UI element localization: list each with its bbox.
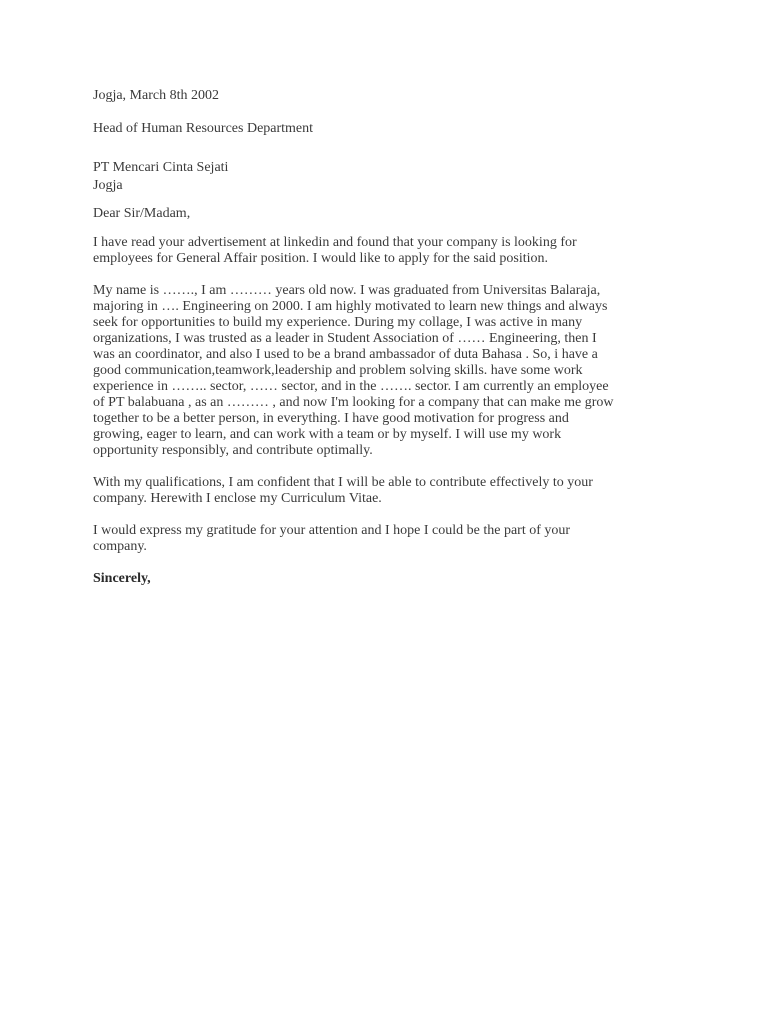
closing-signoff: Sincerely, [93,571,151,586]
paragraph-line: opportunity responsibly, and contribute optimally. [93,443,373,458]
paragraph-line: experience in …….. sector, …… sector, and in the ……. sector. I am currently an employee [93,379,609,394]
paragraph-profile [93,283,693,459]
paragraph-line: organizations, I was trusted as a leader in Student Association of …… Engineering, then I [93,331,597,346]
paragraph-line: seek for opportunities to build my experience. During my collage, I was active in many [93,315,583,330]
company-city: Jogja [93,178,123,193]
paragraph-line: company. Herewith I enclose my Curriculum Vitae. [93,491,382,506]
paragraph-line: of PT balabuana , as an ……… , and now I'm looking for a company that can make me grow [93,395,614,410]
paragraph-line: I would express my gratitude for your attention and I hope I could be the part of your [93,523,571,538]
paragraph-gratitude [93,523,693,555]
paragraph-line: good communication,teamwork,leadership and problem solving skills. have some work [93,363,583,378]
paragraph-line: With my qualifications, I am confident that I will be able to contribute effectively to your [93,475,593,490]
paragraph-line: company. [93,539,147,554]
paragraph-line: was an coordinator, and also I used to be a brand ambassador of duta Bahasa . So, i have a [93,347,598,362]
paragraph-intro [93,235,693,267]
recipient-title: Head of Human Resources Department [93,121,314,136]
company-name: PT Mencari Cinta Sejati [93,160,229,175]
paragraph-line: growing, eager to learn, and can work with a team or by myself. I will use my work [93,427,562,442]
greeting: Dear Sir/Madam, [93,206,191,221]
paragraph-qualifications [93,475,693,507]
paragraph-line: I have read your advertisement at linkedin and found that your company is looking for [93,235,577,250]
letter-date: Jogja, March 8th 2002 [93,88,219,103]
paragraph-line: majoring in …. Engineering on 2000. I am highly motivated to learn new things and always [93,299,608,314]
paragraph-line: employees for General Affair position. I would like to apply for the said position. [93,251,549,266]
paragraph-line: My name is ……., I am ……… years old now. I was graduated from Universitas Balaraja, [93,283,601,298]
letter-page [93,88,693,587]
paragraph-line: together to be a better person, in everything. I have good motivation for progress and [93,411,569,426]
